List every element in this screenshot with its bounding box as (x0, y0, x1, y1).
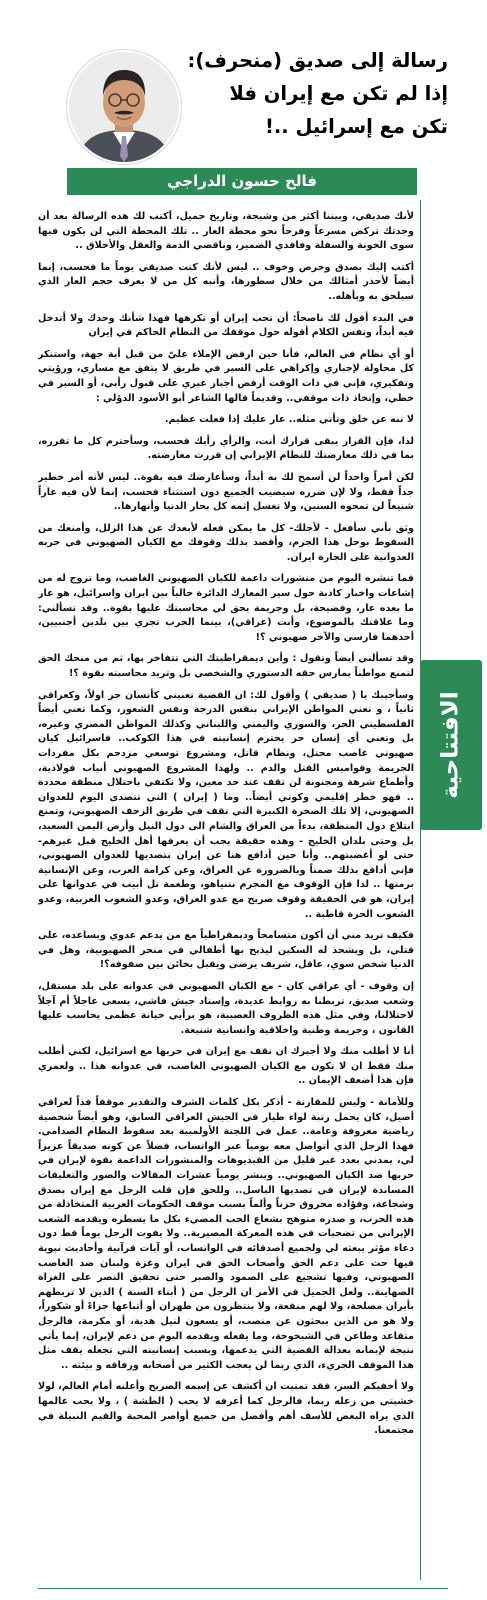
paragraph: لا تنه عن خلق وتأتي مثله.. عار عليك إذا فعلت عظيم. (164, 414, 414, 426)
side-column-rule (420, 200, 448, 1580)
author-byline: فالح حسون الدراجي (67, 168, 417, 195)
paragraph: لكن أمراً واحداً لن أسمح لك به أبداً، وسأعارضك فيه بقوة.. ليس لأنه أمر خطير جداً فقط، ولا لإن ضرره سيصيب الجميع دون استثناء فحسب، إنما لأن فيه عاراً شنيعاً لن تمحوه السنين، ولا تغسل إثمه كل بحار الدنيا وأنهارها.. (38, 471, 414, 513)
paragraph: أنا لا أطلب منك ولا أجبرك ان تقف مع إيران في حربها مع اسرائيل، لكني أطلب منك فقط ان لا تكون مع الكيان الصهيوني الغاصب، في عدوانه هذا .. ولعمري فإن هذا أضعف الإيمان .. (38, 1046, 414, 1087)
paragraph: لذا، فإن القرار يبقى قرارك أنت، والرأي رأيك فحسب، وسأحترم كل ما تقرره، بما في ذلك معارضتك للنظام الإيراني إن قررت معارضته. (38, 435, 414, 462)
section-label-text: الافتتاحية (438, 691, 464, 799)
headline (180, 44, 448, 143)
bottom-rule (38, 1588, 448, 1589)
paragraph: أكتب إليك بصدق وحرص وخوف .. ليس لأنك كنت صديقي يوماً ما فحسب، إنما أيضاً لأحذر أمثالك من خلال سطورها، وأنبه كل من لا يعرف حجم العار الذي سيلحق به وبأهله.. (38, 261, 414, 302)
article-body (38, 210, 414, 1586)
headline-line-3: تكن مع إسرائيل ..! (264, 115, 448, 138)
paragraph: لأنك صديقي، وبيننا أكثر من وشيجة، وتاريخ جميل، أكتب لك هذه الرسالة بعد أن وجدتك تركض مسرعاً وفرحاً نحو محطة العار .. تلك المحطة التي لن يكون فيها سوى الخونة والسفلة وفاقدي الضمير، وناقصي الذمة والعقل والأخلاق .. (38, 211, 414, 252)
section-label (420, 660, 482, 830)
paragraph: وللأمانة - وليس للمقارنة - أذكر بكل كلمات الشرف والتقدير موقفاً فذاً لعراقي أصيل، كان يحمل رتبة لواء طيار في الجيش العراقي السابق، وهو أيضاً شخصية رياضية معروفة وعامة.. عمل في اللجنة الأولمبية بعد سقوط النظام الصدامي. فهذا الرجل الذي أتواصل معه يومياً عبر الواتساب، فضلاً عن كونه صديقاً عزيزاً لي، يمدني بعدد غير قليل من الفيديوهات والمنشورات الداعمة بقوة لإيران في حربها ضد الكيان الصهيوني.. وينشر يومياً عشرات المقالات والصور والتعليقات المساندة لإيران في تصديها الباسل.. وللحق فإن قلب الرجل مع إيران بصدق وشجاعة، وفؤاده محروق حزناً وألماً بسبب موقف الحكومات العربية المتخاذلة من هذه الحرب، و صدره متوهج بشعاع الحب المضيء بكل ما يسطره ويقدمه الشعب الإيراني من تضحيات في هذه المعركة المصيرية.. ولا يفوت الرجل يوماً قط دون دعاء مؤثر يبعثه لي ولجميع أصدقائه في الواتساب، أو آيات قرآنية وأحاديث نبوية فيها حث على دعم الحق وأصحاب الحق في ايران وغزة ولبنان ضد الغاصب الصهيوني، وفيها تشجيع على الصمود والصبر حتى تحقيق النصر على الغزاة الصهاينة.. ولعل الجميل في الأمر ان الرجل من ( أبناء السنة ) الذين لا تربطهم بأيران مصلحة، ولا لهم منفعة، ولا ينتظرون من طهران أو أتباعها جزاءً أو شكوراً، ولا هو من الذين يبحثون عن منصب، أو يسعون لنيل هدية، أو مكرمة، فالرجل متقاعد وطاعن في الشيخوخة، وما يفعله ويقدمه اليوم من دعم لإيران، إنما يأتي نتيجة لإيمانه بعدالة القضية التي يدعمها، وبسبب إنسانيته التي تجعله يقف مثل هذا الموقف الجريء، الذي ربما لن يعجب الكثير من أصحابه ورفاقه و بيئته .. (38, 1097, 414, 1371)
paragraph: في البدء أقول لك ناصحاً: أن تحب إيران أو تكرهها فهذا شأنك وحدك ولا أتدخل فيه أبداً، ونفس الكلام أقوله حول موقفك من النظام الحاكم في إيران (38, 312, 414, 339)
paragraph: ولا أخفيكم السر، فقد تمنيت ان أكشف عن إسمه الصريح وأعلنه أمام العالم، لولا خشيتي من زعله ربما، فالرجل كما أعرفه لا يحب ( الطشة ) ، ولا يحب عالمها الذي يراه البعض للأسف أهم وأفضل من جميع أواصر المحبة والقيم النبيلة في مجتمعنا. (38, 1381, 414, 1437)
headline-line-2: إذا لم تكن مع إيران فلا (229, 82, 448, 105)
author-portrait-icon (69, 52, 179, 162)
paragraph: فكيف تريد مني أن أكون متسامحاً وديمقراطياً مع من يدعم عدوي ويساعده، على قتلي، بل ويشحذ له السكين ليذبح بها أطفالي في منحر الصهيونية، وهل في الدنيا شخص سوي، عاقل، شريف يرضى ويقبل بخائن بين صفوفه؟! (38, 930, 414, 971)
paragraph: وسأجيبك يا ( صديقي ) وأقول لك: ان القضية تعنيني كأنسان حر اولاً، وكعراقي ثانياً ، و تعني المواطن الإيراني بنفس الدرجة ونفس الشعور، وكما تعني أيضاً الفلسطيني الحر، والسوري واليمني واللبناني وكذلك المواطن المصري وغيره، بل وتعني أي إنسان حر يحترم إنسانيته في هذا الكوكب.. فاسرائيل كيان صهيوني غاصب محتل، ونظام قاتل، ومشروع توسعي مزدحم بكل مفردات الجريمة وقواميس القتل والدم .. ولهذا المشروع الصهيوني أنياب فولاذية، وأطماع شرهة ومجنونة لن تقف عند حد معين، ولا تكتفي باحتلال منطقة محددة .. فهو خطر إقليمي وكوني أيضاً.. وما ( إيران ) التي تتصدى اليوم للعدوان الصهيوني، إلا تلك الصخرة الكبيرة التي تقف في طريق الزحف الصهيوني، وتمنع ابتلاع دول المنطقة، بدءاً من العراق والشام الى دول النيل وأرض اليمن السعيد، بل وحتى بلدان الخليج - وهذه حقيقة يجب أن يعرفها أهل الخليج قبل غيرهم- حتى لو أغضبتهم.. وأنا حين أدافع هنا عن إيران بتصديها للعدوان الصهيوني، فإني أدافع بذلك ضمناً وبالضرورة عن العراق، وعن كرامة العرب، وعن الإنسانية برمتها .. لذا فإن الوقوف مع المجرم نتنياهو، وطغمة تل أبيب في عدوانها على إيران، هو في الحقيقة وقوف صريح مع عدو العراق، وعدو الشعوب العربية، وعدو الشعوب الحرة قاطبة .. (38, 689, 414, 920)
paragraph: وثق بأني سأفعل - لأجلك- كل ما يمكن فعله لأبعدك عن هذا الزلل، وأمنعك من السقوط بوحل هذا الجرم، وأقصد بذلك وقوفك مع الكيان الصهيوني في حربه العدوانية على الجارة ايران. (38, 522, 414, 563)
paragraph: أو أي نظام في العالم، فأنا حين ارفض الإملاء عليّ من قبل أية جهة، واستنكر كل محاولة لإجباري وإكراهي على السير في طريق لا يتفق مع مساري، ورؤيتي وتفكيري، فإني في ذات الوقت أرفض أجبار غيري على قبول رأيي، أو السير في خطي، وإتخاذ ذات موقفي.. وقديماً قالها الشاعر أبو الأسود الدؤلي : (38, 348, 414, 404)
paragraph: وقد تسألني أيضاً وتقول : وأين ديمقراطيتك التي تتفاخر بها، ثم من منحك الحق لتمنع مواطناً يمارس حقه الدستوري والشخصي بل وتريد محاسبته بقوة ؟! (38, 653, 414, 680)
paragraph: فما تنشره اليوم من منشورات داعمة للكيان الصهيوني الغاصب، وما تروج له من إشاعات واخبار كاذبة حول سير المعارك الدائرة حالياً بين ايران واسرائيل، هو عار ما بعده عار، وفضيحة، بل وجريمة يحق لي محاسبتك عليها بقوة.. وقد تسألني: وما علاقتك بالموضوع، وأنت (عراقي)، بينما الحرب تجري بين بلدين أجنبيين، أحدهما فارسي والآخر صهيوني ؟! (38, 573, 414, 643)
paragraph: إن وقوف - أي عراقي كان - مع الكيان الصهيوني في عدوانه على بلد مستقل، وشعب صديق، تربطنا به روابط عديدة، وإسناد جيش فاشي، يسعى عاجلاً أم آجلاً لاحتلالنا، وفي مثل هذه الظروف العصيبة، هو برأيي خيانة عظمى يحاسب عليها القانون ، وجريمة وطنية واخلاقية وانسانية شنيعة. (38, 980, 414, 1036)
author-photo (67, 50, 181, 164)
headline-line-1: رسالة إلى صديق (منحرف): (187, 49, 448, 72)
